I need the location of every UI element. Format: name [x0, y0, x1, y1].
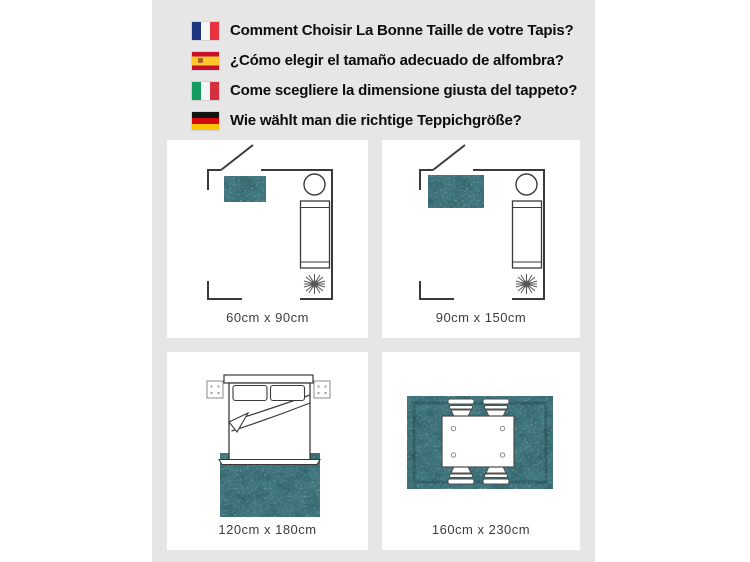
- title-text-italian: Come scegliere la dimensione giusta del tappeto?: [230, 82, 578, 99]
- size-label: 160cm x 230cm: [431, 522, 531, 537]
- room-floorplan-diagram: [167, 140, 368, 338]
- italy-flag-icon: [192, 82, 219, 100]
- nightstand-left: [207, 381, 223, 398]
- title-row-spanish: [192, 51, 564, 70]
- size-label: 60cm x 90cm: [226, 310, 309, 325]
- size-label: 90cm x 150cm: [435, 310, 527, 325]
- title-row-french: [192, 21, 573, 40]
- title-text-french: Comment Choisir La Bonne Taille de votre Tapis?: [230, 22, 574, 39]
- nightstand-right: [314, 381, 330, 398]
- size-card-60x90: [167, 140, 368, 338]
- dining-diagram: [382, 352, 580, 550]
- headboard: [224, 375, 313, 383]
- side-table: [304, 174, 325, 195]
- pillow-right: [271, 386, 305, 401]
- rug: [428, 175, 484, 208]
- pillow-left: [233, 386, 267, 401]
- title-row-italian: [192, 81, 577, 100]
- france-flag-icon: [192, 22, 219, 40]
- bedroom-diagram: [167, 352, 368, 550]
- title-text-spanish: ¿Cómo elegir el tamaño adecuado de alfombra?: [230, 52, 564, 69]
- side-table: [516, 174, 537, 195]
- console-table: [513, 201, 542, 268]
- title-text-german: Wie wählt man die richtige Teppichgröße?: [230, 112, 522, 129]
- size-card-160x230: [382, 352, 580, 550]
- spain-flag-icon: [192, 52, 219, 70]
- germany-flag-icon: [192, 112, 219, 130]
- dining-table: [442, 416, 514, 467]
- content-panel: [152, 0, 595, 562]
- bed-foot-band: [219, 460, 320, 465]
- console-table: [301, 201, 330, 268]
- title-row-german: [192, 111, 522, 130]
- rug: [224, 176, 266, 202]
- room-floorplan-diagram: [382, 140, 580, 338]
- size-card-120x180: [167, 352, 368, 550]
- potted-plant-icon: [304, 274, 325, 294]
- potted-plant-icon: [516, 274, 537, 294]
- size-label: 120cm x 180cm: [218, 522, 317, 537]
- size-card-90x150: [382, 140, 580, 338]
